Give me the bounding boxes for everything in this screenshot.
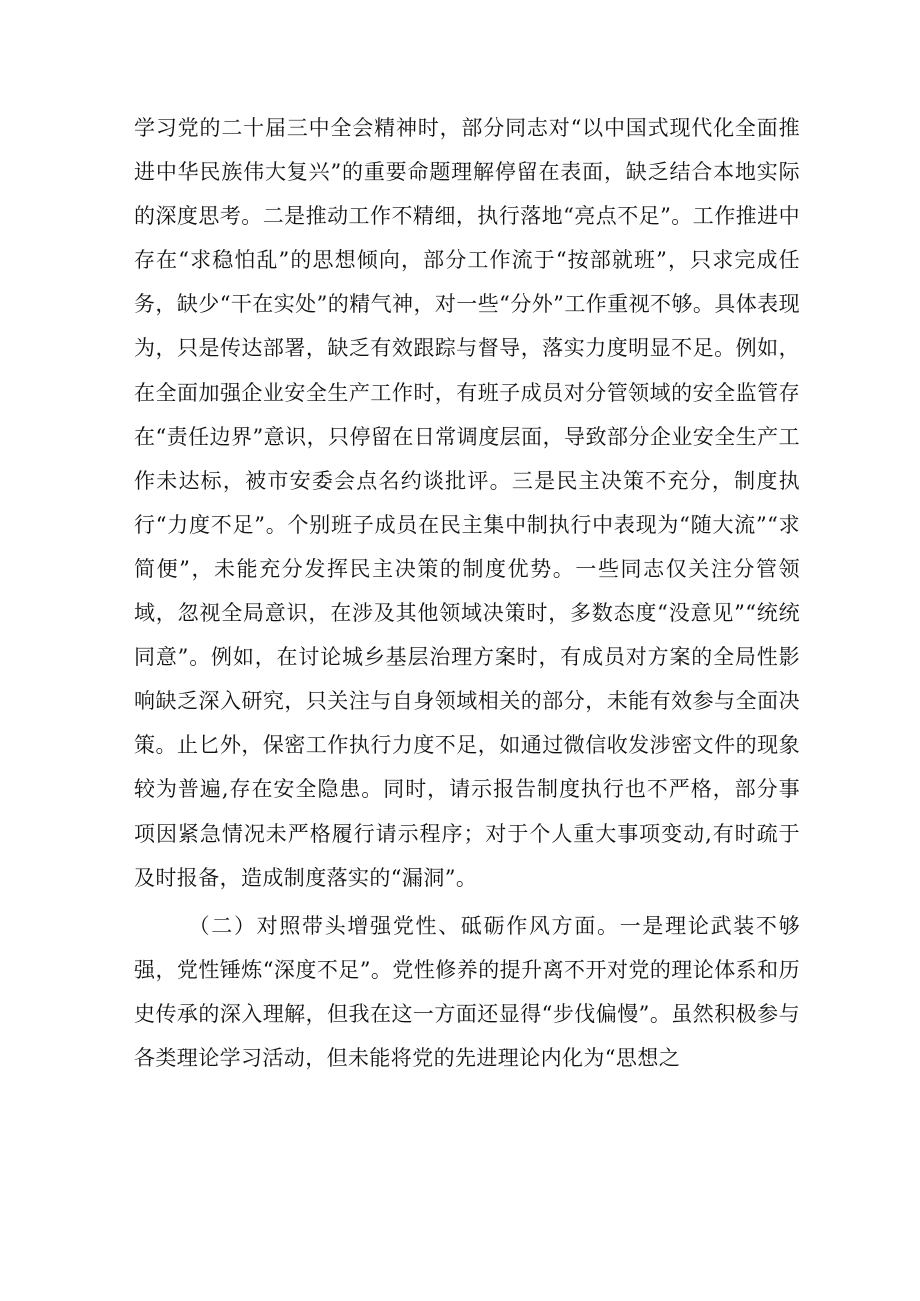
paragraph-section-two: （二）对照带头增强党性、砥砺作风方面。一是理论武装不够强，党性锤炼“深度不足”。党性修养的提升离不开对党的理论体系和历史传承的深入理解，但我在这一方面还显得“步伐偏慢”。虽然积极参与各类理论学习活动，但未能将党的先进理论内化为“思想之 — [134, 913, 800, 1070]
document-body — [134, 106, 800, 1080]
paragraph-continued: 学习党的二十届三中全会精神时，部分同志对“以中国式现代化全面推进中华民族伟大复兴”的重要命题理解停留在表面，缺乏结合本地实际的深度思考。二是推动工作不精细，执行落地“亮点不足”。工作推进中存在“求稳怕乱”的思想倾向，部分工作流于“按部就班”，只求完成任务，缺少“干在实处”的精气神，对一些“分外”工作重视不够。具体表现为，只是传达部署，缺乏有效跟踪与督导，落实力度明显不足。例如，在全面加强企业安全生产工作时，有班子成员对分管领域的安全监管存在“责任边界”意识，只停留在日常调度层面，导致部分企业安全生产工作未达标，被市安委会点名约谈批评。三是民主决策不充分，制度执行“力度不足”。个别班子成员在民主集中制执行中表现为“随大流”“求简便”，未能充分发挥民主决策的制度优势。一些同志仅关注分管领域，忽视全局意识，在涉及其他领域决策时，多数态度“没意见”“统统同意”。例如，在讨论城乡基层治理方案时，有成员对方案的全局性影响缺乏深入研究，只关注与自身领域相关的部分，未能有效参与全面决策。止匕外，保密工作执行力度不足，如通过微信收发涉密文件的现象较为普遍,存在安全隐患。同时，请示报告制度执行也不严格，部分事项因紧急情况未严格履行请示程序；对于个人重大事项变动,有时疏于及时报备，造成制度落实的“漏洞”。 — [134, 116, 800, 890]
